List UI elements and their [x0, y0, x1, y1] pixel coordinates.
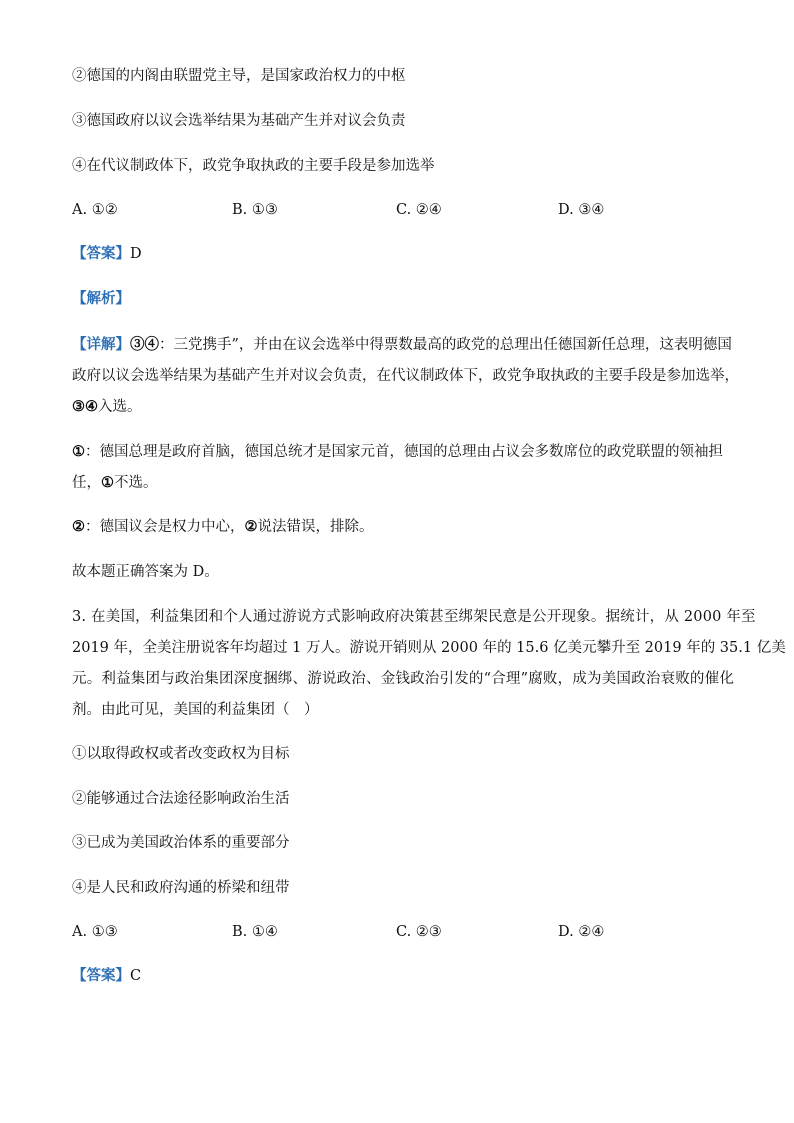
- note2-mark-2: ②: [244, 518, 258, 535]
- q2-detail-line-3: [72, 397, 722, 417]
- q3-stem-line-4: 剂。由此可见，美国的利益集团（ ）: [72, 702, 319, 718]
- answer-value: D: [130, 246, 142, 262]
- q2-item-2: ②德国的内阁由联盟党主导，是国家政治权力的中枢: [72, 68, 406, 84]
- q3-option-a: A. ①③: [72, 924, 118, 940]
- q2-option-b: B. ①③: [232, 202, 278, 218]
- q2-item-3: ③德国政府以议会选举结果为基础产生并对议会负责: [72, 113, 406, 129]
- q3-stem-line-1: 3. 在美国，利益集团和个人通过游说方式影响政府决策甚至绑架民意是公开现象。据统计，从 2000 年至: [72, 609, 756, 625]
- detail-line3-text: 入选。: [98, 399, 142, 415]
- q2-analysis-heading: [72, 289, 722, 309]
- q2-note-1-line-1: [72, 442, 722, 462]
- analysis-tag: 【解析】: [72, 290, 130, 307]
- q2-conclusion: 故本题正确答案为 D。: [72, 564, 219, 580]
- note2-mark: ②: [72, 518, 85, 535]
- q3-option-d: D. ②④: [558, 924, 605, 940]
- q2-item-4: ④在代议制政体下，政党争取执政的主要手段是参加选举: [72, 158, 435, 174]
- detail-line3-marks: ③④: [72, 398, 98, 415]
- detail-marks: ③④: [130, 336, 159, 353]
- detail-text-1: ：三党携手”，并由在议会选举中得票数最高的政党的总理出任德国新任总理，这表明德国: [159, 337, 732, 353]
- q2-note-1-line-2: [72, 473, 722, 493]
- q3-stem-line-2: 2019 年，全美注册说客年均超过 1 万人。游说开销则从 2000 年的 15.6 亿美元攀升至 2019 年的 35.1 亿美: [72, 640, 786, 656]
- q2-answer: [72, 244, 722, 264]
- detail-tag: 【详解】: [72, 336, 130, 353]
- q2-detail-line-1: [72, 335, 732, 355]
- answer-tag: 【答案】: [72, 245, 130, 262]
- q3-item-3: ③已成为美国政治体系的重要部分: [72, 835, 290, 851]
- note2-pre: ：德国议会是权力中心，: [85, 519, 245, 535]
- note2-post: 说法错误，排除。: [257, 519, 374, 535]
- answer-tag: 【答案】: [72, 967, 130, 984]
- note1-mark-2: ①: [101, 474, 114, 491]
- q3-option-c: C. ②③: [396, 924, 442, 940]
- q2-note-2: [72, 517, 722, 537]
- q3-answer: [72, 966, 722, 986]
- q2-option-d: D. ③④: [558, 202, 605, 218]
- note1-text-1: ：德国总理是政府首脑，德国总统才是国家元首，德国的总理由占议会多数席位的政党联盟的领袖担: [85, 444, 723, 460]
- note1-post: 不选。: [114, 475, 158, 491]
- q3-option-b: B. ①④: [232, 924, 278, 940]
- q3-item-1: ①以取得政权或者改变政权为目标: [72, 746, 290, 762]
- q3-item-4: ④是人民和政府沟通的桥梁和纽带: [72, 880, 290, 896]
- note1-pre: 任，: [72, 475, 101, 491]
- q2-option-c: C. ②④: [396, 202, 442, 218]
- q3-item-2: ②能够通过合法途径影响政治生活: [72, 791, 290, 807]
- q2-option-a: A. ①②: [72, 202, 118, 218]
- q2-detail-line-2: 政府以议会选举结果为基础产生并对议会负责，在代议制政体下，政党争取执政的主要手段是参加选举，: [72, 368, 739, 384]
- answer-value: C: [130, 968, 142, 984]
- q3-stem-line-3: 元。利益集团与政治集团深度捆绑、游说政治、金钱政治引发的“合理”腐败，成为美国政治衰败的催化: [72, 671, 735, 687]
- note1-mark: ①: [72, 443, 85, 460]
